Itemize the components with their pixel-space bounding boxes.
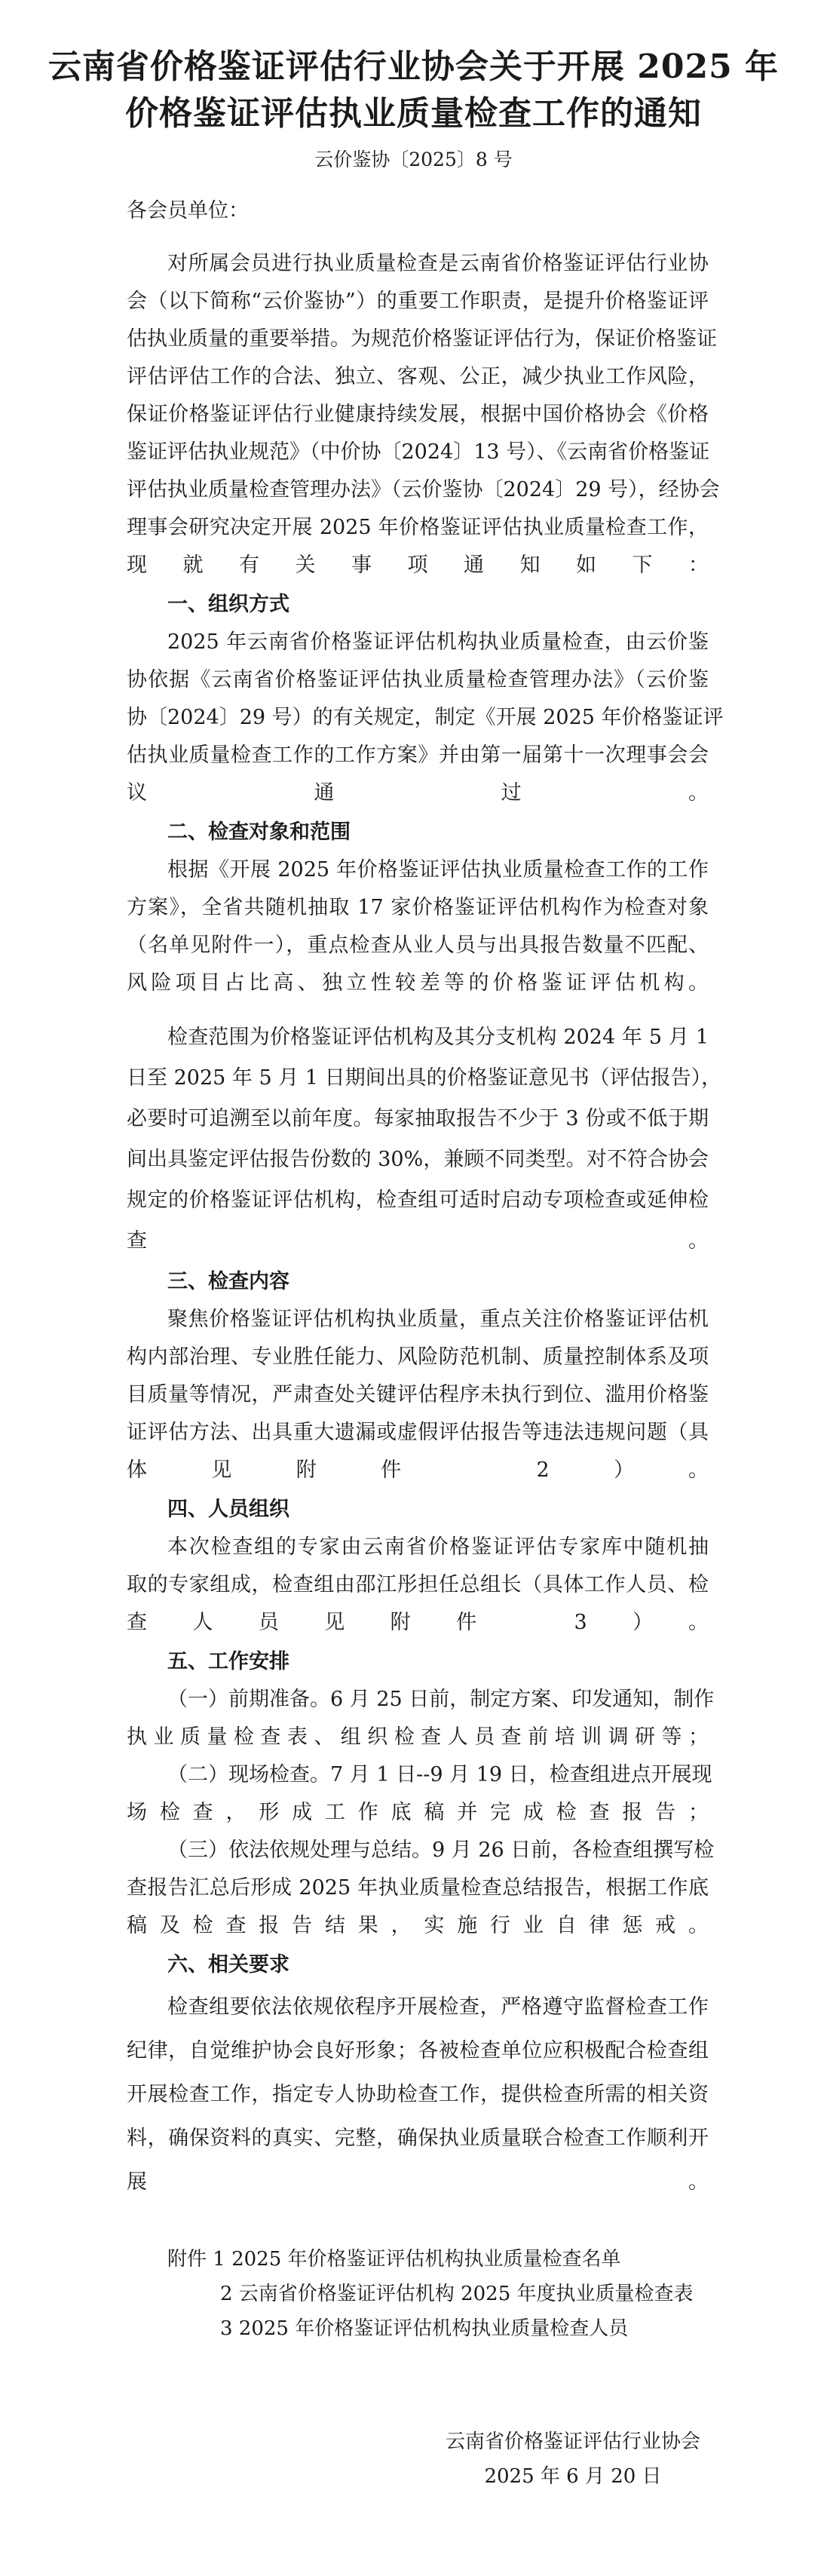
- intro-line: 评估评估工作的合法、独立、客观、公正，减少执业工作风险，: [127, 365, 709, 388]
- section-line: 执业质量检查表、组织检查人员查前培训调研等；: [127, 1725, 709, 1749]
- section-line: 必要时可追溯至以前年度。每家抽取报告不少于 3 份或不低于期: [127, 1107, 709, 1130]
- intro-line: 保证价格鉴证评估行业健康持续发展，根据中国价格协会《价格: [127, 403, 709, 426]
- section-heading: 二、检查对象和范围: [167, 820, 351, 844]
- intro-line: 评估执业质量检查管理办法》（云价鉴协〔2024〕29 号），经协会: [127, 478, 720, 501]
- section-line: 本次检查组的专家由云南省价格鉴证评估专家库中随机抽: [167, 1535, 709, 1559]
- section-line: 稿及检查报告结果，实施行业自律惩戒。: [127, 1914, 709, 1937]
- section-line: （三）依法依规处理与总结。9 月 26 日前，各检查组撰写检: [167, 1838, 715, 1862]
- section-line: 目质量等情况，严肃查处关键评估程序未执行到位、滥用价格鉴: [127, 1383, 709, 1406]
- section-heading: 一、组织方式: [167, 593, 289, 616]
- salutation: 各会员单位：: [127, 199, 249, 222]
- title-line-1: 云南省价格鉴证评估行业协会关于开展 2025 年: [47, 48, 780, 86]
- attachment-item: 2 云南省价格鉴证评估机构 2025 年度执业质量检查表: [220, 2283, 694, 2305]
- intro-line: 理事会研究决定开展 2025 年价格鉴证评估执业质量检查工作，: [127, 516, 709, 539]
- intro-line: 现就有关事项通知如下：: [127, 554, 709, 577]
- section-line: 查人员见附件 3）。: [127, 1611, 709, 1634]
- section-heading: 六、相关要求: [167, 1953, 289, 1976]
- section-line: 2025 年云南省价格鉴证评估机构执业质量检查，由云价鉴: [167, 630, 709, 654]
- section-line: （二）现场检查。7 月 1 日--9 月 19 日，检查组进点开展现: [167, 1763, 712, 1786]
- attachment-item: 3 2025 年价格鉴证评估机构执业质量检查人员: [220, 2317, 629, 2340]
- title-line-2: 价格鉴证评估执业质量检查工作的通知: [125, 94, 702, 133]
- section-line: 间出具鉴定评估报告份数的 30%，兼顾不同类型。对不符合协会: [127, 1148, 709, 1171]
- section-line: 查。: [127, 1229, 709, 1253]
- section-line: 协〔2024〕29 号）的有关规定，制定《开展 2025 年价格鉴证评: [127, 706, 724, 729]
- section-line: 证评估方法、出具重大遗漏或虚假评估报告等违法违规问题（具: [127, 1421, 709, 1444]
- section-line: 议通过。: [127, 781, 709, 805]
- section-line: 取的专家组成，检查组由邵江彤担任总组长（具体工作人员、检: [127, 1573, 709, 1596]
- section-line: 展。: [127, 2170, 709, 2194]
- section-heading: 三、检查内容: [167, 1270, 289, 1293]
- section-line: 构内部治理、专业胜任能力、风险防范机制、质量控制体系及项: [127, 1345, 709, 1369]
- signature-date: 2025 年 6 月 20 日: [484, 2465, 662, 2488]
- attachment-item: 附件 1 2025 年价格鉴证评估机构执业质量检查名单: [167, 2248, 621, 2271]
- section-line: 聚焦价格鉴证评估机构执业质量，重点关注价格鉴证评估机: [167, 1308, 709, 1331]
- section-line: 根据《开展 2025 年价格鉴证评估执业质量检查工作的工作: [167, 858, 709, 882]
- section-line: 检查组要依法依规依程序开展检查，严格遵守监督检查工作: [167, 1995, 709, 2019]
- section-line: 检查范围为价格鉴证评估机构及其分支机构 2024 年 5 月 1: [167, 1026, 709, 1049]
- section-line: 查报告汇总后形成 2025 年执业质量检查总结报告，根据工作底: [127, 1876, 709, 1900]
- intro-line: 估执业质量的重要举措。为规范价格鉴证评估行为，保证价格鉴证: [127, 327, 717, 351]
- section-line: 料，确保资料的真实、完整，确保执业质量联合检查工作顺利开: [127, 2127, 709, 2150]
- section-line: 协依据《云南省价格鉴证评估执业质量检查管理办法》（云价鉴: [127, 668, 709, 692]
- section-line: （一）前期准备。6 月 25 日前，制定方案、印发通知，制作: [167, 1688, 715, 1711]
- section-line: 风险项目占比高、独立性较差等的价格鉴证评估机构。: [127, 971, 709, 995]
- section-line: （名单见附件一），重点检查从业人员与出具报告数量不匹配、: [127, 934, 709, 957]
- section-heading: 四、人员组织: [167, 1498, 289, 1521]
- section-heading: 五、工作安排: [167, 1650, 289, 1673]
- intro-line: 鉴证评估执业规范》（中价协〔2024〕13 号）、《云南省价格鉴证: [127, 440, 710, 464]
- signature-organization: 云南省价格鉴证评估行业协会: [445, 2430, 700, 2453]
- section-line: 体见附件 2）。: [127, 1458, 709, 1482]
- intro-line: 对所属会员进行执业质量检查是云南省价格鉴证评估行业协: [167, 252, 709, 275]
- document-number: 云价鉴协〔2025〕8 号: [314, 149, 513, 170]
- section-line: 日至 2025 年 5 月 1 日期间出具的价格鉴证意见书（评估报告），: [127, 1066, 722, 1090]
- section-line: 场检查，形成工作底稿并完成检查报告；: [127, 1801, 709, 1824]
- section-line: 开展检查工作，指定专人协助检查工作，提供检查所需的相关资: [127, 2083, 709, 2106]
- section-line: 规定的价格鉴证评估机构，检查组可适时启动专项检查或延伸检: [127, 1188, 709, 1212]
- section-line: 方案》，全省共随机抽取 17 家价格鉴证评估机构作为检查对象: [127, 896, 709, 919]
- section-line: 纪律，自觉维护协会良好形象；各被检查单位应积极配合检查组: [127, 2039, 709, 2062]
- section-line: 估执业质量检查工作的工作方案》并由第一届第十一次理事会会: [127, 744, 709, 767]
- intro-line: 会（以下简称“云价鉴协”）的重要工作职责，是提升价格鉴证评: [127, 290, 709, 313]
